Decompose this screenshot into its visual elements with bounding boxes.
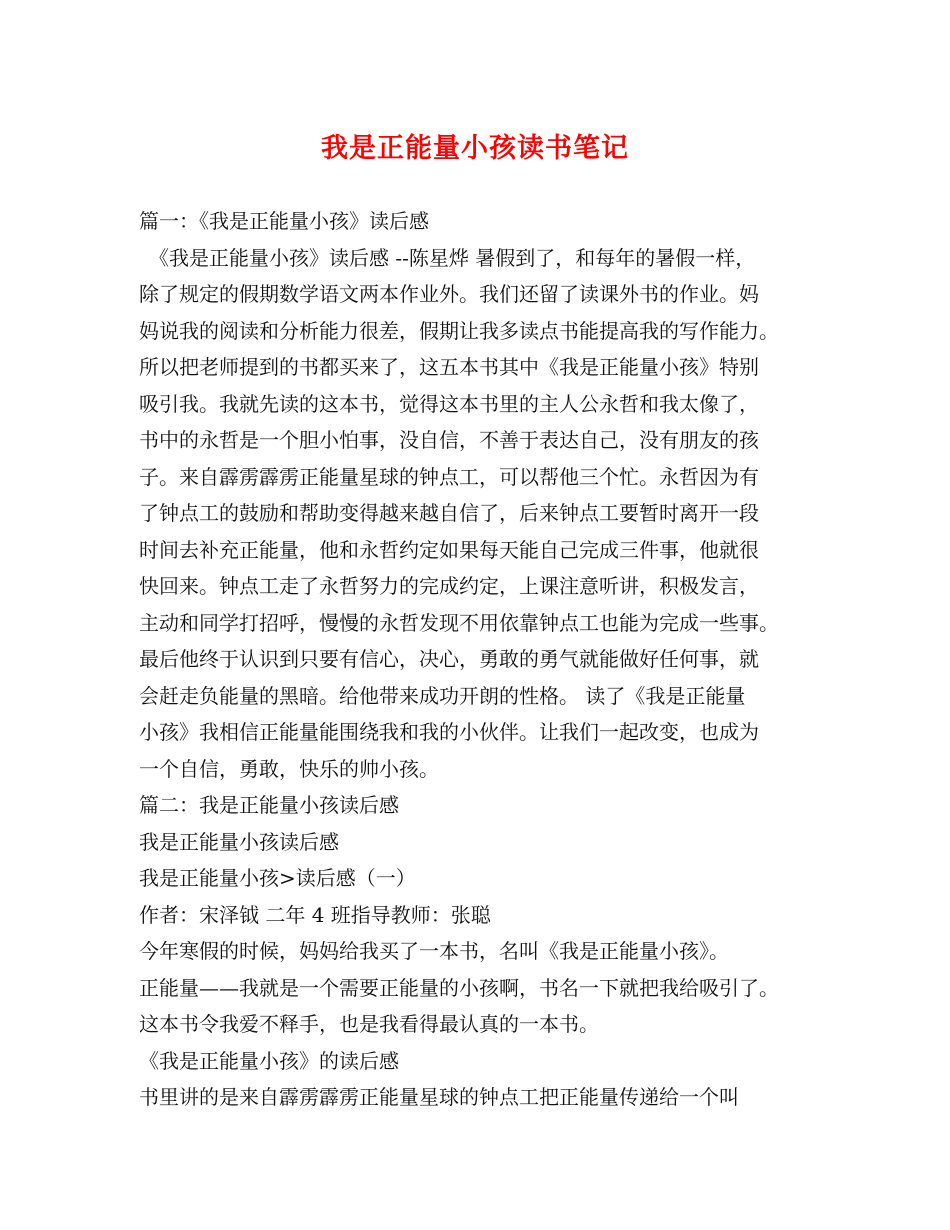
body-line: 篇一：《我是正能量小孩》读后感 [139, 209, 429, 233]
author-line: 作者：宋泽钺 二年 4 班指导教师：张聪 [139, 902, 491, 927]
document-body [139, 203, 839, 1116]
body-line: 所以把老师提到的书都买来了，这五本书其中《我是正能量小孩》特别 [139, 355, 759, 379]
body-line: 妈说我的阅读和分析能力很差，假期让我多读点书能提高我的写作能力。 [139, 318, 779, 343]
body-line: 时间去补充正能量，他和永哲约定如果每天能自己完成三件事，他就很 [139, 537, 759, 562]
body-line: 最后他终于认识到只要有信心，决心，勇敢的勇气就能做好任何事，就 [139, 647, 759, 671]
body-line: 这本书令我爱不释手，也是我看得最认真的一本书。 [139, 1012, 599, 1036]
body-line: 会赶走负能量的黑暗。给他带来成功开朗的性格。 读了《我是正能量 [139, 683, 746, 708]
body-line: 快回来。钟点工走了永哲努力的完成约定，上课注意听讲，积极发言， [139, 574, 759, 598]
body-line: 主动和同学打招呼，慢慢的永哲发现不用依靠钟点工也能为完成一些事。 [139, 610, 779, 635]
document-title: 我是正能量小孩读书笔记 [321, 133, 629, 164]
body-line: 《我是正能量小孩》读后感 --陈星烨 暑假到了，和每年的暑假一样， [139, 245, 756, 270]
body-line: 小孩》我相信正能量能围绕我和我的小伙伴。让我们一起改变，也成为 [139, 720, 759, 744]
section-heading: 篇二：我是正能量小孩读后感 [139, 793, 399, 817]
body-line: 了钟点工的鼓励和帮助变得越来越自信了，后来钟点工要暂时离开一段 [139, 501, 759, 525]
body-line: 一个自信，勇敢，快乐的帅小孩。 [139, 756, 439, 781]
body-line: 正能量——我就是一个需要正能量的小孩啊，书名一下就把我给吸引了。 [139, 975, 779, 1000]
body-line: 我是正能量小孩读后感 [139, 829, 339, 854]
body-line: 书中的永哲是一个胆小怕事，没自信，不善于表达自己，没有朋友的孩 [139, 428, 759, 452]
body-line: 子。来自霹雳霹雳正能量星球的钟点工，可以帮他三个忙。永哲因为有 [139, 464, 759, 489]
body-line: 书里讲的是来自霹雳霹雳正能量星球的钟点工把正能量传递给一个叫 [139, 1085, 739, 1109]
body-line: 今年寒假的时候，妈妈给我买了一本书，名叫《我是正能量小孩》。 [139, 939, 729, 963]
body-line: 除了规定的假期数学语文两本作业外。我们还留了读课外书的作业。妈 [139, 282, 759, 306]
body-line: 我是正能量小孩>读后感（一） [139, 866, 416, 890]
body-line: 《我是正能量小孩》的读后感 [139, 1048, 399, 1073]
body-line: 吸引我。我就先读的这本书，觉得这本书里的主人公永哲和我太像了， [139, 391, 759, 416]
